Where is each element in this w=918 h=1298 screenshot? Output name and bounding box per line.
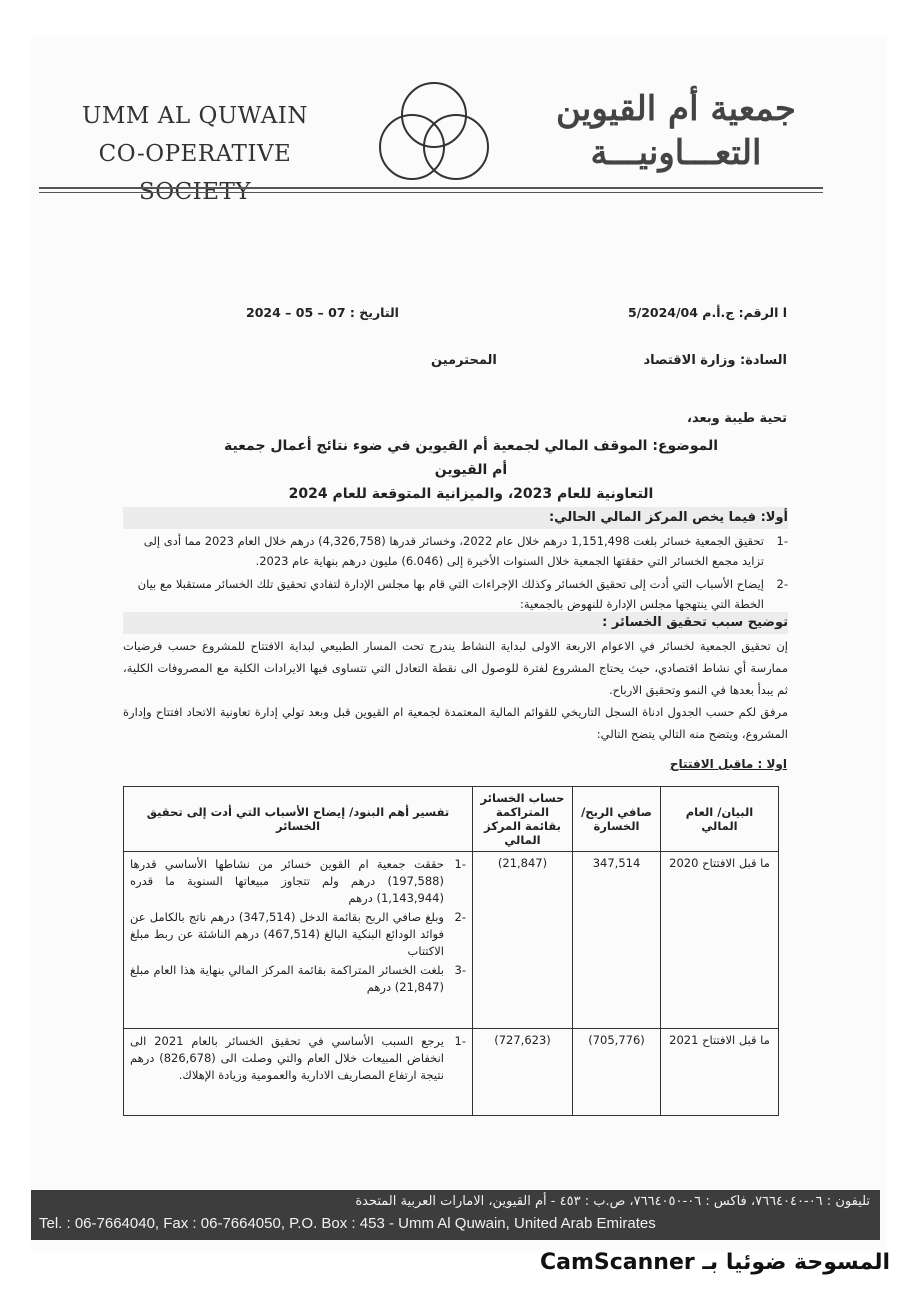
- subject-line2: التعاونية للعام 2023، والميزانية المتوقعة للعام 2024: [288, 486, 654, 502]
- list-item-number: -1: [776, 534, 788, 548]
- org-name-english: [45, 97, 345, 211]
- cell-accumulated: (727,623): [473, 1029, 573, 1116]
- cell-year: ما قبل الافتتاح 2021: [661, 1029, 779, 1116]
- letterhead-footer: [31, 1190, 880, 1240]
- explanation-text: بلغت الخسائر المتراكمة بقائمة المركز المالي بنهاية هذا العام مبلغ (21,847) درهم: [130, 963, 444, 994]
- footer-arabic-contact: تليفون : ٠٦-٧٦٦٤٠٤٠، فاكس : ٠٦-٧٦٦٤٠٥٠، ص.ب : ٤٥٣ - أم القيوين، الامارات العربية المتحدة: [355, 1194, 870, 1209]
- cell-explanation: [124, 1029, 473, 1116]
- org-name-en-line1: UMM AL QUWAIN: [81, 103, 309, 129]
- explanation-number: -1: [454, 1034, 466, 1048]
- letter-date: التاريخ : 07 – 05 – 2024: [246, 305, 399, 320]
- footer-english-contact: Tel. : 06-7664040, Fax : 06-7664050, P.O. Box : 453 - Umm Al Quwain, United Arab Emirates: [39, 1215, 656, 1232]
- cell-explanation: [124, 852, 473, 1029]
- subject-line1: الموضوع: الموقف المالي لجمعية أم القيوين في ضوء نتائج أعمال جمعية أم القيوين: [223, 438, 719, 478]
- attachment-paragraph: مرفق لكم حسب الجدول ادناة السجل التاريخي للقوائم المالية المعتمدة لجمعية ام القيوين قبل وبعد تولي إدارة تعاونية الاتحاد افتتاح وإدارة المشروع، ويتضح منه التالي يتضح التالي:: [123, 705, 788, 741]
- letter-page: [31, 37, 887, 1252]
- list-item-text: إيضاح الأسباب التي أدت إلى تحقيق الخسائر وكذلك الإجراءات التي قام بها مجلس الإدارة لتفادي تحقيق تلك الخسائر مستقبلا مع بيان الخطة التي ينتهجها مجلس الإدارة للنهوض بالجمعية:: [137, 577, 764, 611]
- explanation-item: [130, 856, 466, 907]
- list-item-number: -2: [776, 577, 788, 591]
- financial-history-table: [123, 786, 779, 1116]
- col-header-net: صافي الربح/ الخسارة: [573, 787, 661, 852]
- explanation-number: -2: [454, 910, 466, 924]
- list-item: [123, 574, 788, 614]
- respected-salutation: المحترمين: [431, 353, 497, 368]
- col-header-year: البيان/ العام المالي: [661, 787, 779, 852]
- explanation-number: -3: [454, 963, 466, 977]
- cell-net: (705,776): [573, 1029, 661, 1116]
- table-row: [124, 1029, 779, 1116]
- reference-number: ا الرقم: ج.أ.م 5/2024/04: [627, 305, 787, 320]
- org-name-ar-line2: التعـــاونيـــة: [590, 133, 762, 173]
- list-item: [123, 531, 788, 571]
- header-divider: [39, 187, 823, 189]
- explanation-text: حققت جمعية ام القوين خسائر من نشاطها الأساسي قدرها (197,588) درهم ولم تتجاوز مبيعاتها السنوية ما قدره (1,143,944) درهم: [130, 857, 444, 905]
- table-row: [124, 852, 779, 1029]
- cell-net: 347,514: [573, 852, 661, 1029]
- cell-accumulated: (21,847): [473, 852, 573, 1029]
- col-header-accumulated: حساب الخسائر المتراكمة بقائمة المركز المالي: [473, 787, 573, 852]
- col-header-explanation: تفسير أهم البنود/ إيضاح الأسباب التي أدت إلى تحقيق الخسائر: [124, 787, 473, 852]
- addressee: السادة: وزارة الاقتصاد: [643, 353, 787, 368]
- org-name-en-line2: CO-OPERATIVE: [98, 141, 292, 167]
- section1-heading: أولا: فيما يخص المركز المالي الحالي:: [123, 507, 788, 529]
- explanation-text: يرجع السبب الأساسي في تحقيق الخسائر بالعام 2021 الى انخفاض المبيعات خلال العام والتي وصلت الى (826,678) درهم نتيجة ارتفاع المصاريف الادارية والعمومية وزيادة الإهلاك.: [130, 1034, 444, 1082]
- explanation-item: [130, 1033, 466, 1084]
- org-name-ar-line1: جمعية أم القيوين: [556, 89, 796, 129]
- explanation-number: -1: [454, 857, 466, 871]
- org-name-arabic: [516, 87, 836, 175]
- header-divider-thin: [39, 192, 823, 193]
- section2-heading: توضيح سبب تحقيق الخسائر :: [123, 612, 788, 634]
- cell-year: ما قبل الافتتاح 2020: [661, 852, 779, 1029]
- list-item-text: تحقيق الجمعية خسائر بلغت 1,151,498 درهم خلال عام 2022، وخسائر قدرها (4,326,758) درهم خلال العام 2023 مما أدى إلى تزايد مجمع الخسائر التي حققتها الجمعية خلال السنوات الأخيرة إلى (6.046) مليون درهم بنهاية عام 2023.: [143, 534, 764, 568]
- society-logo-icon: [374, 79, 494, 184]
- subject: [221, 434, 721, 506]
- table-header-row: [124, 787, 779, 852]
- pre-opening-heading: اولا : ماقبل الافتتاح: [669, 757, 787, 771]
- greeting: تحية طيبة وبعد،: [687, 411, 787, 426]
- losses-explanation-paragraph: إن تحقيق الجمعية لخسائر في الاعوام الاربعة الاولى لبداية النشاط يندرج تحت المسار الطبيعي لبداية الافتتاح للمشروع حسب فرضيات ممارسة أي نشاط اقتصادي، حيث يحتاج المشروع لفترة للوصول الى نقطة التعادل التي تتساوى فيها الايرادات الكلية مع المصروفات الكلية، ثم يبدأ بعدها في النمو وتحقيق الارباح.: [123, 639, 788, 697]
- camscanner-watermark: المسوحة ضوئيا بـ CamScanner: [540, 1250, 890, 1275]
- explanation-item: [130, 962, 466, 996]
- section1-list: [123, 531, 788, 617]
- explanation-text: وبلغ صافي الربح بقائمة الدخل (347,514) درهم ناتج بالكامل عن فوائد الودائع البنكية البالغ (467,514) درهم الناشئة عن ربط مبلغ الاكتتاب: [130, 910, 444, 958]
- explanation-item: [130, 909, 466, 960]
